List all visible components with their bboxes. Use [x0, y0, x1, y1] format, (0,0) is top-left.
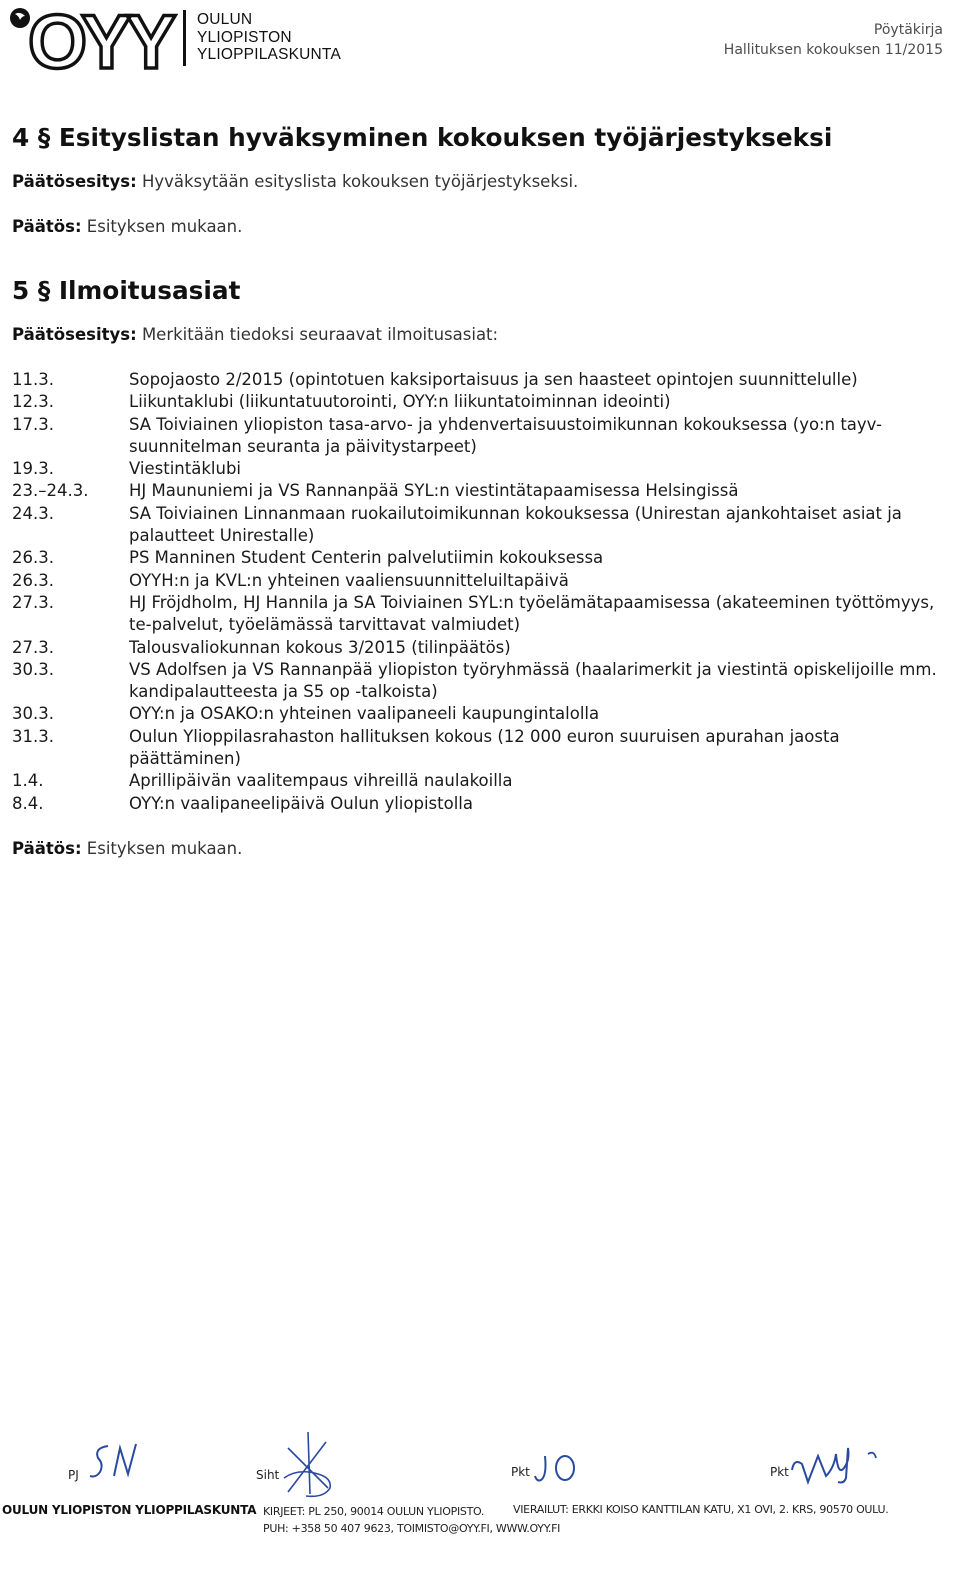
proposal-text: Hyväksytään esityslista kokouksen työjärjestykseksi. — [136, 172, 579, 191]
signature-chair — [86, 1438, 146, 1483]
section-4-proposal — [12, 170, 947, 194]
notice-text: PS Manninen Student Centerin palvelutiimin kokouksessa — [129, 548, 604, 568]
notice-text: VS Adolfsen ja VS Rannanpää yliopiston työryhmässä (haalarimerkit ja viestintä opiskelijoille mm. kandipalautteesta ja S5 op -talkoista) — [129, 659, 937, 702]
signature-label-secretary: Siht — [256, 1468, 280, 1482]
footer-postal-address: KIRJEET: PL 250, 90014 OULUN YLIOPISTO. — [263, 1505, 485, 1518]
list-item — [12, 458, 947, 480]
notice-date: 30.3. — [12, 704, 54, 724]
org-name-line: YLIOPISTON — [197, 28, 292, 46]
document-type: Pöytäkirja — [873, 22, 943, 38]
footer-visiting-address: VIERAILUT: ERKKI KOISO KANTTILAN KATU, X1 OVI, 2. KRS, 90570 OULU. — [513, 1503, 889, 1516]
section-5-title: 5 § Ilmoitusasiat — [12, 276, 241, 305]
decision-label: Päätös: — [12, 217, 82, 236]
proposal-label: Päätösesitys: — [12, 172, 137, 191]
list-item — [12, 592, 947, 637]
signature-label-chair: PJ — [68, 1468, 79, 1482]
org-name — [197, 11, 341, 64]
notice-date: 12.3. — [12, 392, 54, 412]
logo-divider — [183, 10, 186, 66]
notice-text: Aprillipäivän vaalitempaus vihreillä naulakoilla — [129, 771, 513, 791]
list-item — [12, 391, 947, 413]
notice-date: 8.4. — [12, 793, 44, 813]
notice-date: 27.3. — [12, 637, 54, 657]
notice-text: Sopojaosto 2/2015 (opintotuen kaksiportaisuus ja sen haasteet opintojen suunnittelulle) — [129, 370, 858, 389]
notice-date: 1.4. — [12, 771, 44, 791]
org-name-line: OULUN — [197, 11, 253, 28]
logo-emblem-icon — [10, 8, 30, 28]
notice-text: Liikuntaklubi (liikuntatuutorointi, OYY:n liikuntatoiminnan ideointi) — [129, 392, 671, 412]
section-5-proposal — [12, 323, 947, 347]
notice-list — [12, 369, 947, 815]
signature-minutes-checker-1 — [533, 1450, 583, 1486]
section-5-decision — [12, 837, 947, 861]
decision-label: Päätös: — [12, 838, 82, 858]
section-4-title: 4 § Esityslistan hyväksyminen kokouksen työjärjestykseksi — [12, 123, 833, 152]
oyy-logo — [8, 6, 208, 72]
notice-date: 17.3. — [12, 414, 54, 434]
notice-date: 30.3. — [12, 659, 54, 679]
notice-text: OYY:n vaalipaneelipäivä Oulun yliopistolla — [129, 793, 473, 813]
notice-date: 26.3. — [12, 548, 54, 568]
org-name-line: YLIOPPILASKUNTA — [197, 46, 341, 63]
notice-date: 23.–24.3. — [12, 481, 89, 501]
notice-date: 27.3. — [12, 592, 54, 612]
logo-wordmark: OYY — [28, 6, 171, 72]
notice-text: SA Toiviainen yliopiston tasa-arvo- ja yhdenvertaisuustoimikunnan kokouksessa (yo:n tayv-suunnitelman seuranta ja päivitystarpeet) — [129, 414, 882, 456]
signature-label-minutes-checker: Pkt — [770, 1465, 789, 1479]
page-content — [12, 123, 947, 861]
list-item — [12, 659, 947, 704]
notice-text: Oulun Ylioppilasrahaston hallituksen kokous (12 000 euron suuruisen apurahan jaosta päättäminen) — [129, 726, 840, 769]
list-item — [12, 414, 947, 459]
list-item — [12, 570, 947, 592]
notice-date: 31.3. — [12, 726, 54, 746]
notice-date: 11.3. — [12, 370, 54, 389]
footer-contact: PUH: +358 50 407 9623, TOIMISTO@OYY.FI, WWW.OYY.FI — [263, 1522, 561, 1535]
document-meta — [724, 20, 943, 60]
section-4-decision — [12, 215, 947, 239]
list-item — [12, 703, 947, 725]
signature-minutes-checker-2 — [788, 1440, 884, 1488]
list-item — [12, 770, 947, 792]
proposal-label: Päätösesitys: — [12, 325, 137, 344]
footer-org-name: OULUN YLIOPISTON YLIOPPILASKUNTA — [2, 1503, 257, 1517]
list-item — [12, 480, 947, 502]
page-header — [0, 0, 960, 80]
notice-text: HJ Maununiemi ja VS Rannanpää SYL:n viestintätapaamisessa Helsingissä — [129, 481, 739, 501]
page-footer — [0, 1420, 960, 1591]
notice-text: SA Toiviainen Linnanmaan ruokailutoimikunnan kokouksessa (Unirestan ajankohtaiset asiat ja palautteet Unirestalle) — [129, 503, 902, 546]
notice-text: OYY:n ja OSAKO:n yhteinen vaalipaneeli kaupungintalolla — [129, 704, 600, 724]
notice-date: 24.3. — [12, 503, 54, 523]
list-item — [12, 503, 947, 548]
list-item — [12, 637, 947, 659]
meeting-number: Hallituksen kokouksen 11/2015 — [723, 42, 943, 58]
decision-text: Esityksen mukaan. — [81, 838, 243, 858]
notice-text: OYYH:n ja KVL:n yhteinen vaaliensuunnitteluiltapäivä — [129, 570, 569, 590]
notice-text: HJ Fröjdholm, HJ Hannila ja SA Toiviainen SYL:n työelämätapaamisessa (akateeminen työttömyys, te-palvelut, työelämässä tarvittavat valmiudet) — [129, 592, 935, 635]
notice-date: 26.3. — [12, 570, 54, 590]
decision-text: Esityksen mukaan. — [81, 217, 243, 236]
notice-text: Viestintäklubi — [129, 459, 242, 479]
list-item — [12, 369, 947, 391]
signature-secretary — [278, 1428, 338, 1500]
signature-label-minutes-checker: Pkt — [511, 1465, 530, 1479]
list-item — [12, 793, 947, 815]
list-item — [12, 547, 947, 569]
notice-date: 19.3. — [12, 459, 54, 479]
proposal-text: Merkitään tiedoksi seuraavat ilmoitusasiat: — [136, 325, 499, 344]
list-item — [12, 726, 947, 771]
notice-text: Talousvaliokunnan kokous 3/2015 (tilinpäätös) — [129, 637, 511, 657]
